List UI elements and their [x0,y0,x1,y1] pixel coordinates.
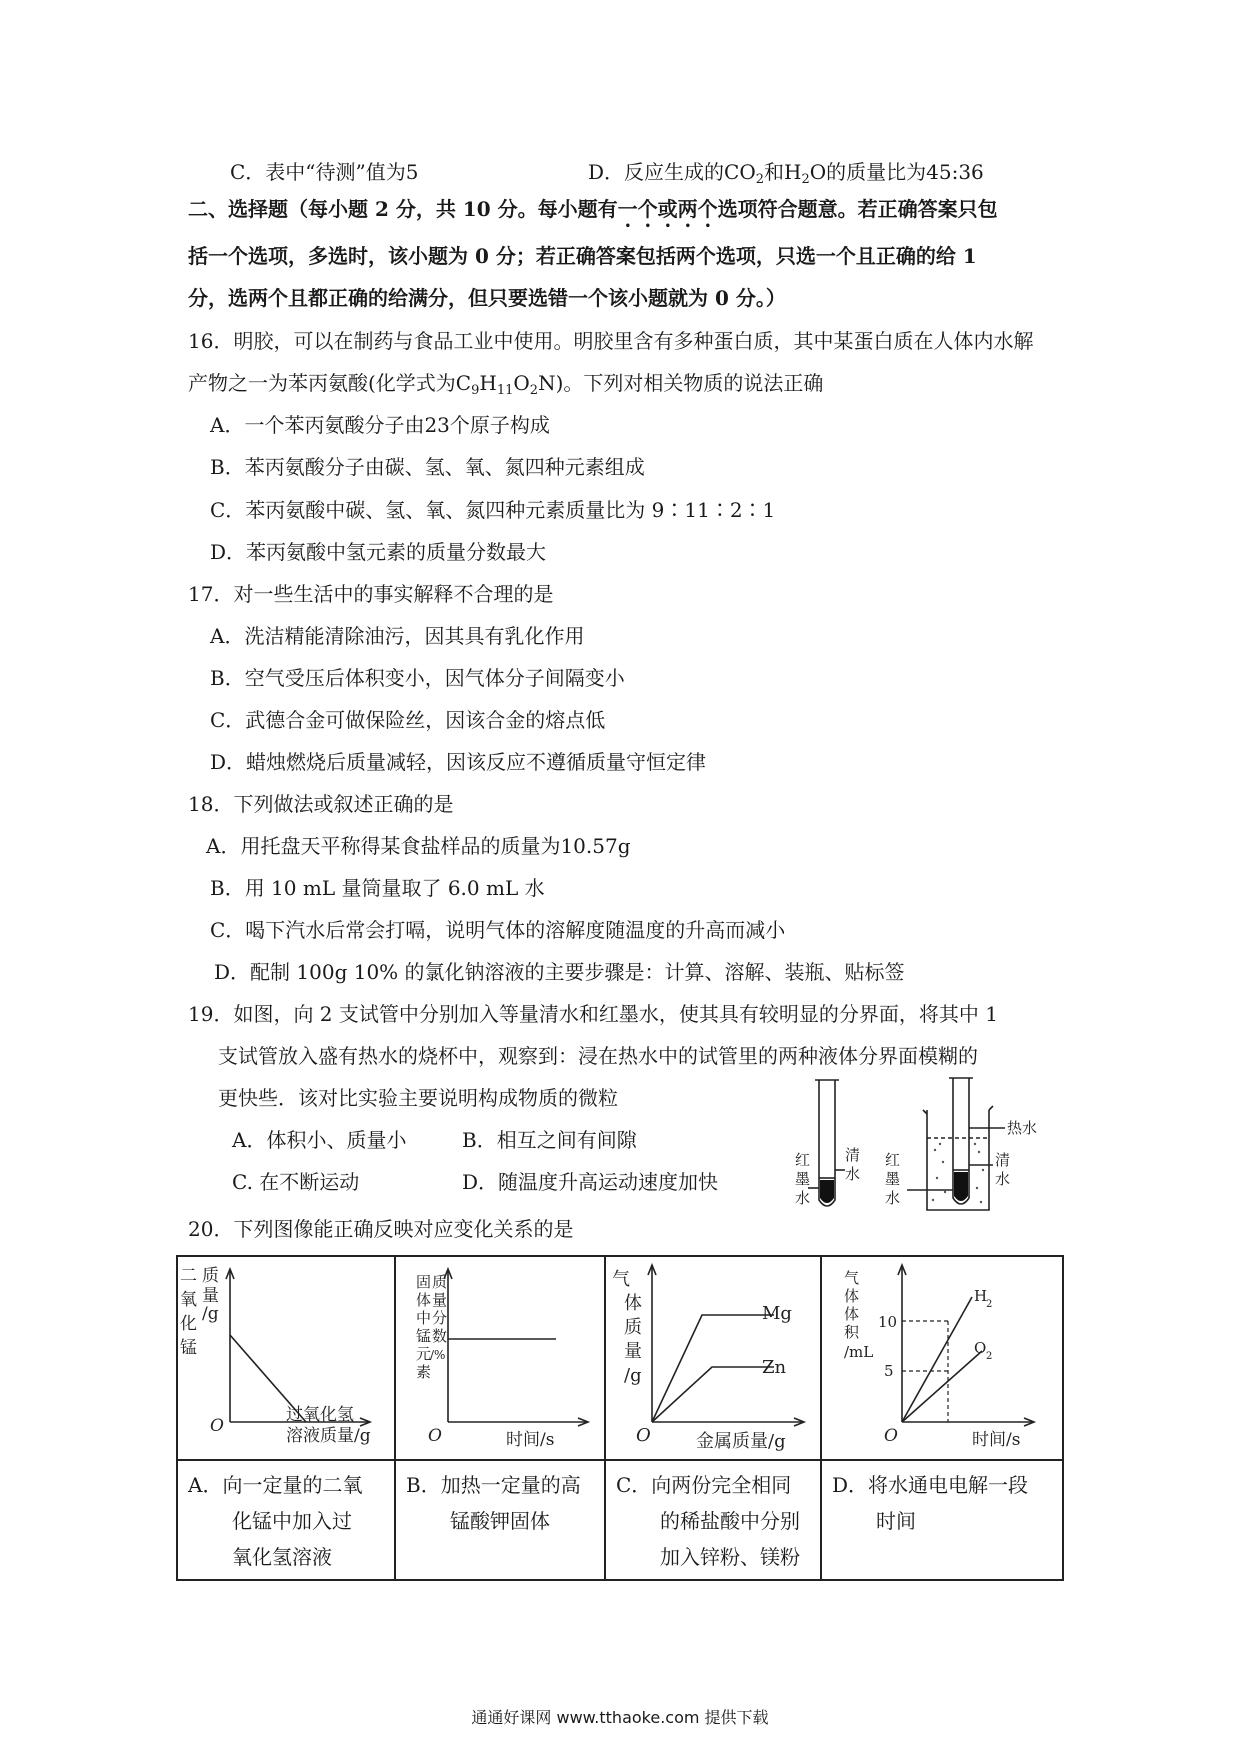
graph-c-origin: O [636,1425,651,1446]
q16-option-d: D．苯丙氨酸中氢元素的质量分数最大 [210,540,547,564]
graph-c-ylabel-2: 体 [624,1293,642,1314]
graph-a-xlabel-2: 溶液质量/g [286,1426,371,1446]
graph-d-origin: O [884,1426,898,1446]
graph-d-caption [821,1460,1063,1580]
graph-c-ylabel-1: 气 [612,1269,630,1290]
caption-b-line-2: 锰酸钾固体 [450,1509,550,1533]
q19-option-c: C. 在不断运动 [232,1170,360,1194]
section2-line1: 二、选择题（每小题 2 分，共 10 分。每小题有一个或两个选项符合题意。若正确答案只包 [188,197,998,221]
graph-b-yunit-1: 质 [432,1273,448,1291]
graph-b-ylabel-1: 固 [416,1273,432,1291]
graph-d-ylabel-3: 体 [844,1305,860,1323]
fig-left-clear-1: 清 [845,1146,861,1164]
graph-b-ylabel-3: 中 [416,1309,432,1327]
fig-right-clear-2: 水 [995,1170,1011,1188]
graph-d-series-o2-sub: 2 [986,1351,993,1362]
caption-c-line-1: C．向两份完全相同 [616,1473,792,1497]
graph-d-tick-10: 10 [878,1313,898,1331]
q16-option-b: B．苯丙氨酸分子由碳、氢、氧、氮四种元素组成 [210,455,645,479]
graph-c [606,1257,820,1455]
fig-hot-water-label: 热水 [1007,1119,1038,1137]
graph-c-series-mg: Mg [762,1303,792,1324]
caption-a-line-2: 化锰中加入过 [232,1509,352,1533]
q18-option-d: D．配制 100g 10% 的氯化钠溶液的主要步骤是：计算、溶解、装瓶、贴标签 [214,960,905,984]
q19-option-b: B．相互之间有间隙 [462,1128,637,1152]
graph-b [396,1257,604,1455]
graph-c-ylabel-5: /g [624,1365,642,1386]
fig-left-clear-2: 水 [845,1165,861,1183]
graph-a-caption [177,1460,395,1580]
graph-b-ylabel-6: 素 [416,1363,432,1381]
graph-a-ylabel-1: 二 [180,1266,197,1286]
q15-option-c: C．表中“待测”值为5 [230,160,419,184]
q17-option-d: D．蜡烛燃烧后质量减轻，因该反应不遵循质量守恒定律 [210,750,707,774]
q20-graph-table [176,1255,1064,1581]
graph-a-yunit-1: 质 [202,1266,219,1286]
graph-d-cell [821,1256,1063,1460]
fig-left-label-1: 红 [795,1151,811,1169]
graph-d-ylabel-1: 气 [844,1269,860,1287]
graph-d-tick-5: 5 [884,1362,894,1380]
fig-right-clear-1: 清 [995,1151,1011,1169]
graph-b-yunit-3: 分 [432,1309,448,1327]
graph-b-ylabel-5: 元 [416,1345,432,1363]
graph-c-cell [605,1256,821,1460]
graph-c-caption [605,1460,821,1580]
graph-c-ylabel-4: 量 [624,1341,642,1362]
graph-b-origin: O [428,1426,442,1446]
q18-option-b: B．用 10 mL 量筒量取了 6.0 mL 水 [210,876,545,900]
caption-b-line-1: B．加热一定量的高 [406,1473,581,1497]
graph-a-origin: O [210,1416,224,1436]
graph-b-yunit-4: 数 [432,1327,448,1345]
graph-d-ylabel-2: 体 [844,1287,860,1305]
q19-option-a: A．体积小、质量小 [232,1128,407,1152]
right-red-ink [954,1172,968,1201]
caption-a-line-1: A．向一定量的二氧 [188,1473,363,1497]
fig-left-label-2: 墨 [795,1170,811,1188]
page-footer: 通通好课网 www.tthaoke.com 提供下载 [471,1708,769,1727]
fig-right-label-1: 红 [885,1151,901,1169]
q17-option-a: A．洗洁精能清除油污，因其具有乳化作用 [210,624,585,648]
caption-a-line-3: 氧化氢溶液 [232,1545,332,1569]
graph-d-ylabel-4: 积 [844,1323,860,1341]
graph-b-yunit-5: /% [430,1348,446,1362]
caption-d-line-2: 时间 [876,1509,916,1533]
q18-option-a: A．用托盘天平称得某食盐样品的质量为10.57g [206,834,631,858]
q19-stem-3: 更快些．该对比实验主要说明构成物质的微粒 [218,1086,618,1110]
graph-a-yunit-2: 量 [202,1286,219,1306]
graph-d-o2-line [902,1351,982,1422]
graph-d-xlabel: 时间/s [972,1430,1021,1450]
caption-d-line-1: D．将水通电电解一段 [832,1473,1029,1497]
graph-a-ylabel-2: 氧 [180,1290,197,1310]
fig-left-label-3: 水 [795,1189,811,1207]
graph-d-series-h2-sub: 2 [986,1299,993,1310]
graph-b-ylabel-4: 锰 [416,1327,432,1345]
graph-a-ylabel-4: 锰 [180,1338,197,1358]
q19-option-d: D．随温度升高运动速度加快 [462,1170,719,1194]
q20-graph-row [177,1256,1063,1460]
fig-right-label-2: 墨 [885,1170,901,1188]
graph-b-yunit-2: 量 [432,1291,448,1309]
graph-d-h2-line [902,1297,972,1422]
graph-d-ylabel-5: /mL [844,1343,874,1361]
graph-d [822,1257,1062,1455]
section2-line2: 括一个选项，多选时，该小题为 0 分；若正确答案包括两个选项，只选一个且正确的给 1 [188,244,977,268]
q16-stem-1: 16．明胶，可以在制药与食品工业中使用。明胶里含有多种蛋白质，其中某蛋白质在人体内水解 [188,329,1034,353]
graph-a [178,1257,394,1455]
graph-a-yunit-3: /g [202,1304,219,1324]
caption-c-line-3: 加入锌粉、镁粉 [660,1545,800,1569]
fig-right-label-3: 水 [885,1189,901,1207]
q19-stem-2: 支试管放入盛有热水的烧杯中，观察到：浸在热水中的试管里的两种液体分界面模糊的 [218,1044,978,1068]
q16-option-a: A．一个苯丙氨酸分子由23个原子构成 [210,413,550,437]
left-red-ink [820,1180,834,1203]
q17-option-c: C．武德合金可做保险丝，因该合金的熔点低 [210,708,606,732]
graph-b-cell [395,1256,605,1460]
graph-d-series-h2: H [974,1287,988,1305]
graph-c-xlabel: 金属质量/g [696,1431,786,1452]
graph-b-ylabel-2: 体 [416,1291,432,1309]
q18-stem: 18．下列做法或叙述正确的是 [188,792,454,816]
graph-c-series-zn: Zn [762,1357,787,1378]
q19-test-tube-figure [775,1070,1065,1230]
q20-caption-row [177,1460,1063,1580]
caption-c-line-2: 的稀盐酸中分别 [660,1509,800,1533]
graph-d-series-o2: O [974,1339,987,1357]
graph-a-xlabel-1: 过氧化氢 [286,1405,354,1425]
q20-stem: 20．下列图像能正确反映对应变化关系的是 [188,1217,574,1241]
q19-stem-1: 19．如图，向 2 支试管中分别加入等量清水和红墨水，使其具有较明显的分界面，将其中 1 [188,1002,998,1026]
graph-b-xlabel: 时间/s [506,1430,555,1450]
q16-option-c: C．苯丙氨酸中碳、氢、氧、氮四种元素质量比为 9∶11∶2∶1 [210,498,776,522]
q17-stem: 17．对一些生活中的事实解释不合理的是 [188,582,554,606]
q16-stem-2: 产物之一为苯丙氨酸(化学式为$C_9H_{11}O_2N$)。下列对相关物质的说法正确 [188,371,824,398]
graph-c-zn-line [652,1367,774,1422]
section2-line3: 分，选两个且都正确的给满分，但只要选错一个该小题就为 0 分。） [188,286,786,310]
graph-c-ylabel-3: 质 [624,1317,642,1338]
graph-a-cell [177,1256,395,1460]
q18-option-c: C．喝下汽水后常会打嗝，说明气体的溶解度随温度的升高而减小 [210,918,786,942]
q17-option-b: B．空气受压后体积变小，因气体分子间隔变小 [210,666,625,690]
graph-a-ylabel-3: 化 [180,1314,197,1334]
q15-option-d: D．反应生成的$CO_2$和$H_2O$的质量比为45:36 [588,160,984,187]
graph-b-caption [395,1460,605,1580]
